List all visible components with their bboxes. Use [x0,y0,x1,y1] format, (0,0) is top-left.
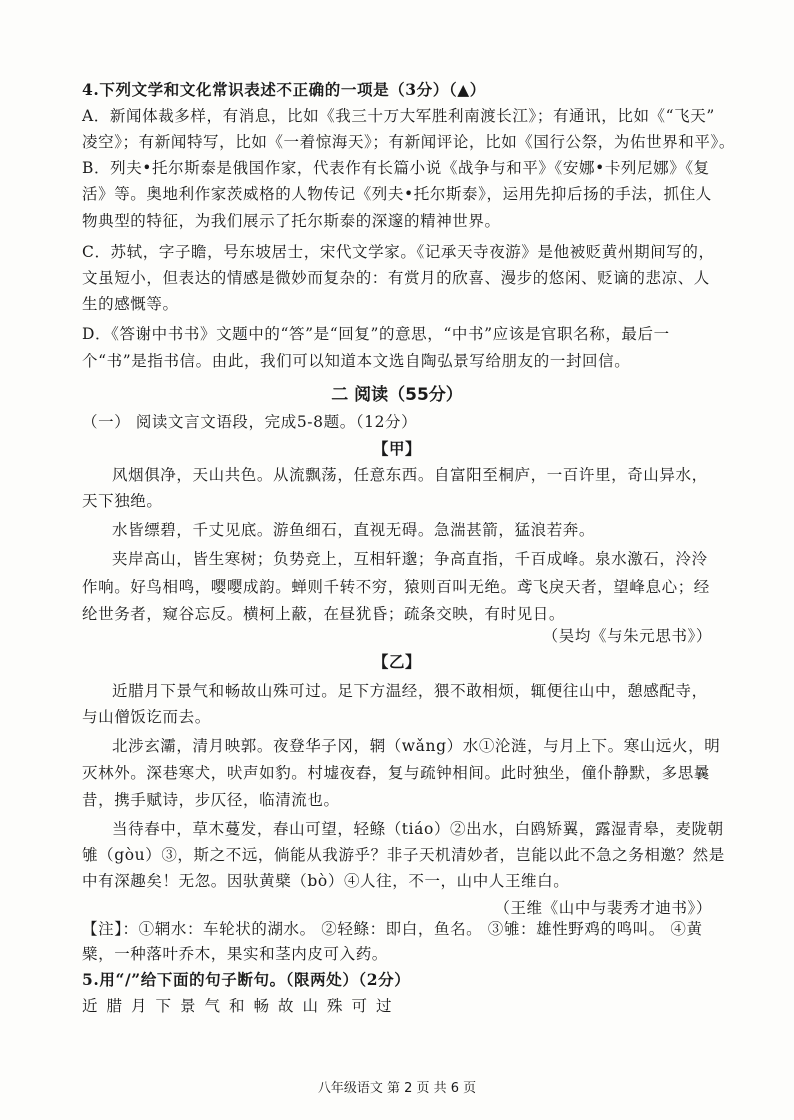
passage-yi-line: 昔，携手赋诗，步仄径，临清流也。 [82,791,340,809]
question-5-sentence: 近腊月下景气和畅故山殊可过 [82,997,401,1015]
question-5-stem: 5.用“/”给下面的句子断句。（限两处）（2分） [82,970,411,989]
question-4-option-b-line2: 活》等。奥地利作家茨威格的人物传记《列夫•托尔斯泰》，运用先抑后扬的手法，抓住人 [82,185,712,203]
section-2-title: 二 阅读（55分） [331,385,463,405]
passage-jia-line: 风烟俱净，天山共色。从流飘荡，任意东西。自富阳至桐庐，一百许里，奇山异水， [112,466,708,484]
question-4-option-b-line1: B．列夫•托尔斯泰是俄国作家，代表作有长篇小说《战争与和平》《安娜•卡列尼娜》《复 [82,159,710,177]
question-4-option-a-line1: A．新闻体裁多样，有消息，比如《我三十万大军胜利南渡长江》；有通讯，比如《“飞天” [82,107,715,125]
question-4-option-d-line1: D．《答谢中书书》文题中的“答”是“回复”的意思，“中书”应该是官职名称，最后一 [82,325,670,343]
passage-jia-title: 【甲】 [372,439,422,458]
passage-jia-line: 作响。好鸟相鸣，嘤嘤成韵。蝉则千转不穷，猿则百叫无绝。鸢飞戾天者，望峰息心；经 [82,578,710,596]
passage-jia-line: 夹岸高山，皆生寒树；负势竞上，互相轩邈；争高直指，千百成峰。泉水激石，泠泠 [112,550,708,568]
question-4-option-c-line1: C．苏轼，字子瞻，号东坡居士，宋代文学家。《记承天寺夜游》是他被贬黄州期间写的， [82,243,715,261]
question-4-option-d-line2: 个“书”是指书信。由此，我们可以知道本文选自陶弘景写给朋友的一封回信。 [82,352,631,370]
question-4-option-b-line3: 物典型的特征，为我们展示了托尔斯泰的深邃的精神世界。 [82,212,501,230]
passage-yi-title: 【乙】 [372,652,422,671]
question-4-option-c-line3: 生的感慨等。 [82,295,179,313]
passage-yi-source: （王维《山中与裴秀才迪书》） [494,899,712,917]
annotation-note: 檗，一种落叶乔木，果实和茎内皮可入药。 [82,945,388,963]
question-4-option-a-line2: 凌空》；有新闻特写，比如《一着惊海天》；有新闻评论，比如《国行公祭，为佑世界和平》。 [82,133,735,151]
section-2-part-1-instruction: （一） 阅读文言文语段，完成5-8题。（12分） [82,413,418,431]
passage-yi-line: 雊（gòu）③，斯之不远，倘能从我游乎？非子天机清妙者，岂能以此不急之务相邀？然是 [82,846,725,864]
passage-yi-line: 灭林外。深巷寒犬，吠声如豹。村墟夜舂，复与疏钟相间。此时独坐，僮仆静默，多思曩 [82,764,710,782]
passage-jia-source: （吴均《与朱元思书》） [542,627,712,645]
passage-yi-line: 当待春中，草木蔓发，春山可望，轻鲦（tiáo）②出水，白鸥矫翼，露湿青皋，麦陇朝 [112,820,724,838]
passage-yi-line: 与山僧饭讫而去。 [82,708,211,726]
page-footer: 八年级语文 第 2 页 共 6 页 [317,1081,477,1096]
passage-yi-line: 中有深趣矣！无忽。因驮黄檗（bò）④人往，不一，山中人王维白。 [82,872,570,890]
passage-yi-line: 北涉玄灞，清月映郭。夜登华子冈，辋（wǎng）水①沦涟，与月上下。寒山远火，明 [112,737,721,755]
passage-yi-line: 近腊月下景气和畅故山殊可过。足下方温经，猥不敢相烦，辄便往山中，憩感配寺， [112,682,708,700]
passage-jia-line: 纶世务者，窥谷忘反。横柯上蔽，在昼犹昏；疏条交映，有时见日。 [82,605,566,623]
question-4-stem: 4.下列文学和文化常识表述不正确的一项是（3分）（▲） [82,80,486,99]
annotation-note: 【注】：①辋水：车轮状的湖水。 ②轻鲦：即白，鱼名。 ③雊：雄性野鸡的鸣叫。 ④黄 [82,920,703,938]
question-4-option-c-line2: 文虽短小，但表达的情感是微妙而复杂的：有赏月的欣喜、漫步的悠闲、贬谪的悲凉、人 [82,269,710,287]
passage-jia-line: 水皆缥碧，千丈见底。游鱼细石，直视无碍。急湍甚箭，猛浪若奔。 [112,521,596,539]
passage-jia-line: 天下独绝。 [82,492,163,510]
